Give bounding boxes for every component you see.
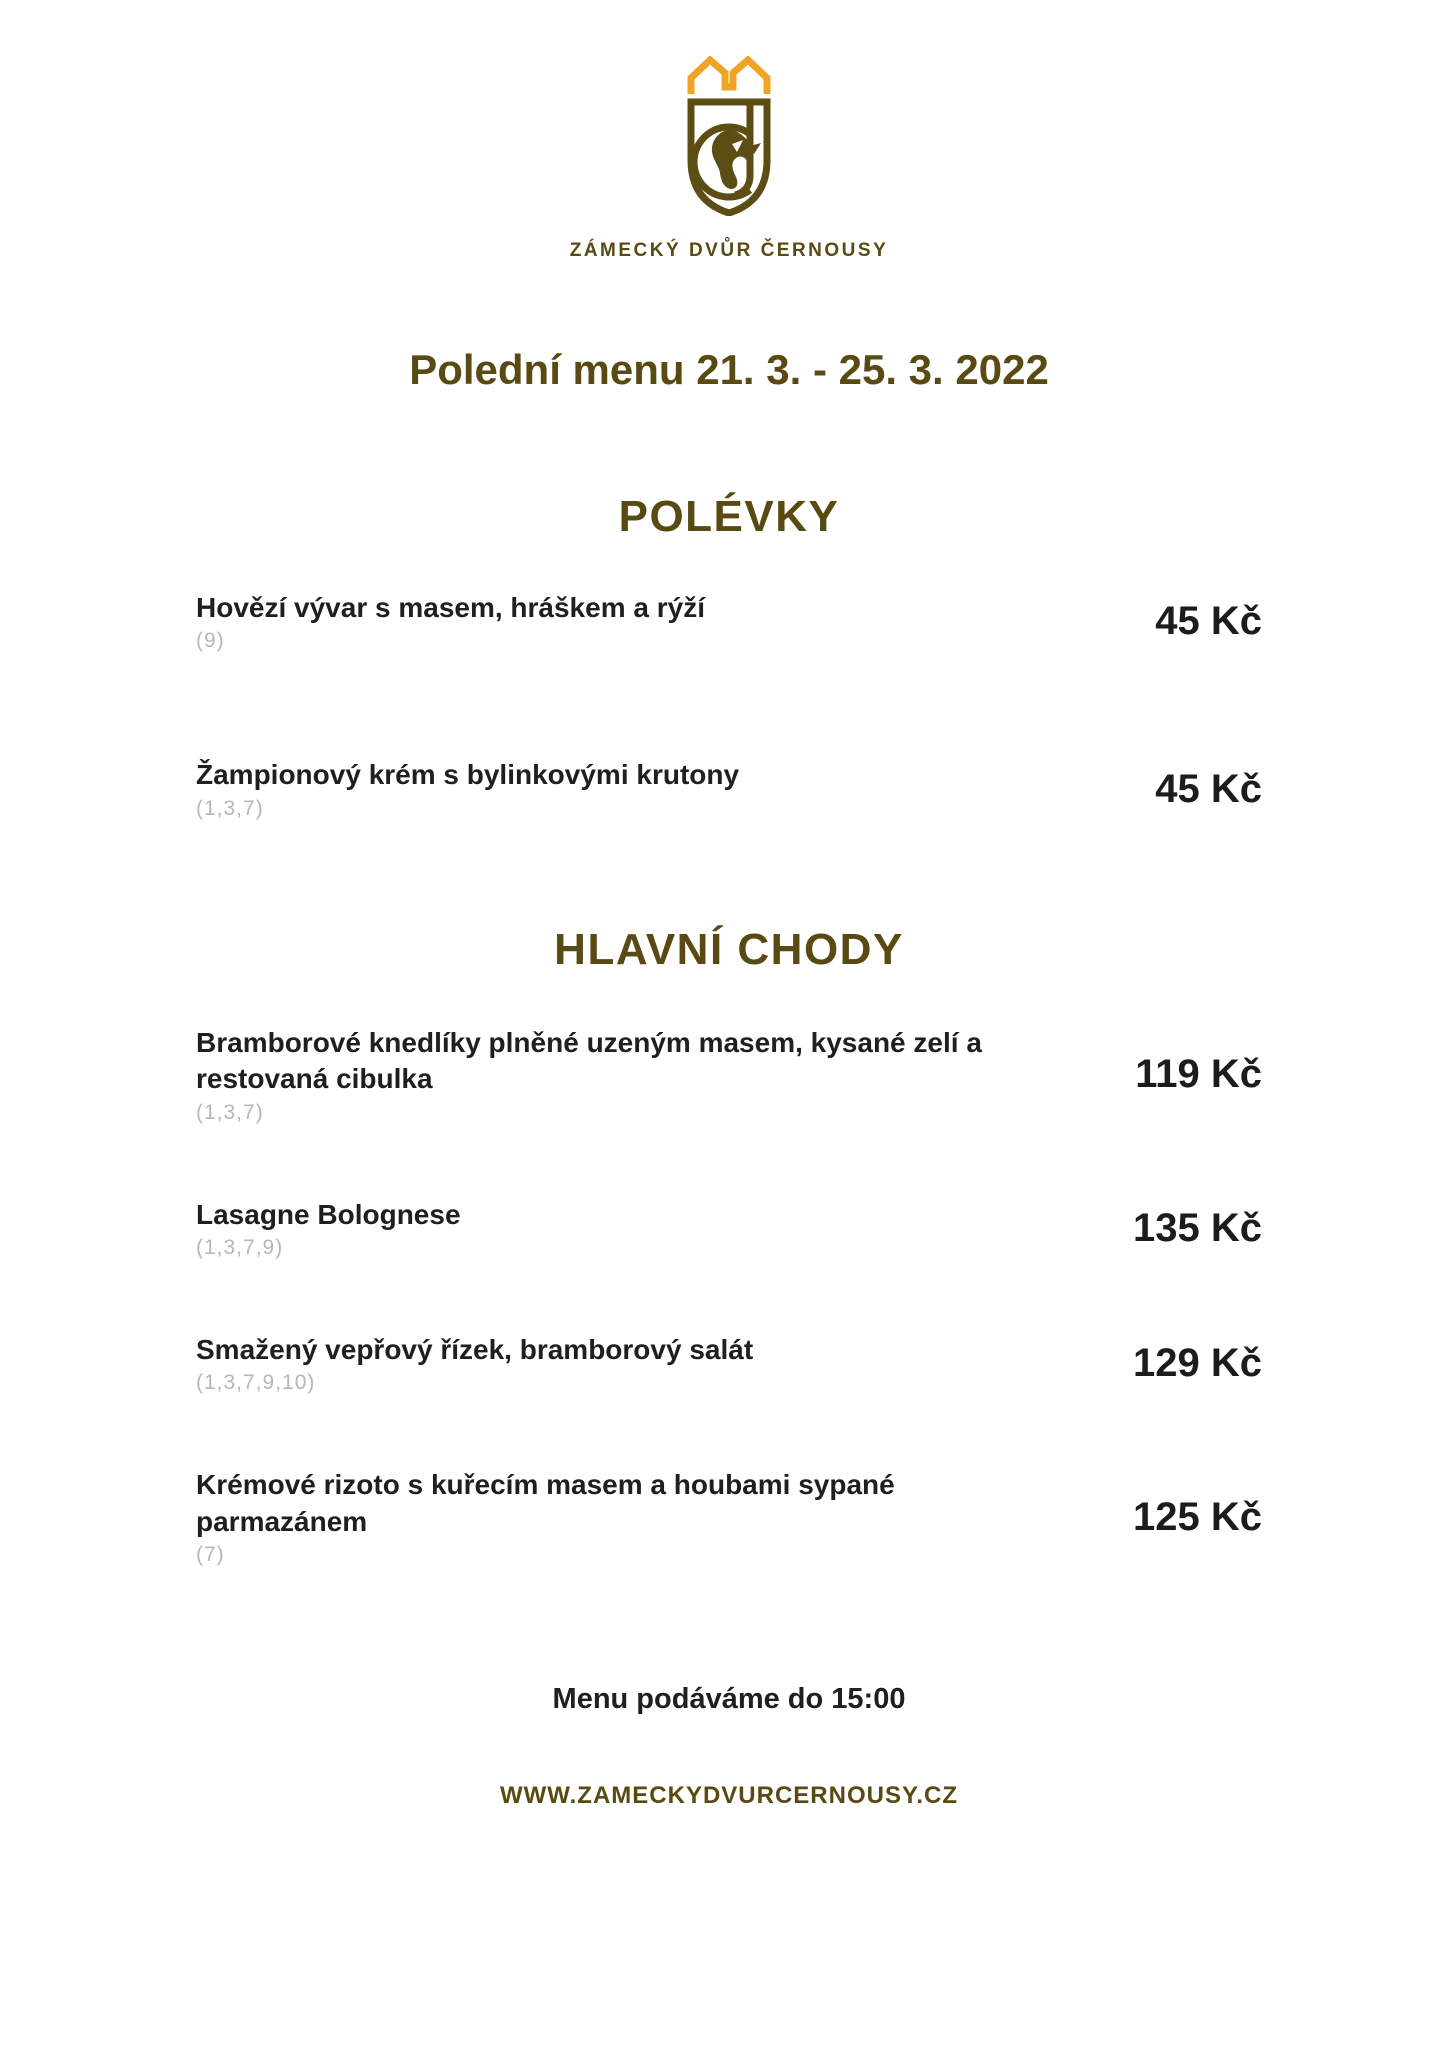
item-allergens: (1,3,7,9,10) <box>196 1371 316 1395</box>
menu-item <box>196 757 1262 820</box>
item-info <box>196 1025 1046 1125</box>
item-allergens: (1,3,7,9) <box>196 1235 284 1259</box>
item-info <box>196 1332 753 1395</box>
website-url: WWW.ZAMECKYDVURCERNOUSY.CZ <box>500 1782 958 1810</box>
item-price: 45 Kč <box>1155 599 1262 644</box>
item-price: 119 Kč <box>1135 1052 1262 1097</box>
item-price: 125 Kč <box>1133 1494 1262 1539</box>
item-info <box>196 1467 1046 1567</box>
serving-note: Menu podáváme do 15:00 <box>552 1683 906 1716</box>
item-allergens: (7) <box>196 1543 225 1567</box>
restaurant-logo <box>677 56 781 216</box>
item-name: Lasagne Bolognese <box>196 1198 461 1230</box>
section-main-courses <box>196 925 1262 1567</box>
item-price: 135 Kč <box>1133 1205 1262 1250</box>
item-info <box>196 590 705 653</box>
horse-head-icon <box>694 102 761 197</box>
item-info <box>196 1197 461 1260</box>
item-allergens: (9) <box>196 629 225 653</box>
item-name: Žampionový krém s bylinkovými krutony <box>196 759 740 791</box>
item-name: Hovězí vývar s masem, hráškem a rýží <box>196 592 705 623</box>
item-name: Smažený vepřový řízek, bramborový salát <box>196 1333 754 1365</box>
section-heading-main-courses: HLAVNÍ CHODY <box>554 924 904 974</box>
item-price: 45 Kč <box>1155 766 1262 811</box>
item-name: Krémové rizoto s kuřecím masem a houbami sypané parmazánem <box>196 1469 895 1537</box>
item-allergens: (1,3,7) <box>196 1100 264 1124</box>
section-soups <box>196 492 1262 821</box>
menu-title: Polední menu 21. 3. - 25. 3. 2022 <box>409 346 1049 393</box>
brand-header <box>196 0 1262 262</box>
item-name: Bramborové knedlíky plněné uzeným masem, kysané zelí a restovaná cibulka <box>196 1026 982 1095</box>
item-allergens: (1,3,7) <box>196 796 264 820</box>
menu-item <box>196 1467 1262 1567</box>
item-price: 129 Kč <box>1133 1341 1262 1386</box>
menu-item <box>196 1197 1262 1260</box>
crown-icon <box>691 60 767 94</box>
menu-item <box>196 1332 1262 1395</box>
item-info <box>196 757 739 820</box>
section-heading-soups: POLÉVKY <box>618 492 840 541</box>
brand-name: ZÁMECKÝ DVŮR ČERNOUSY <box>569 240 889 261</box>
menu-footer <box>196 1683 1262 1810</box>
menu-item <box>196 590 1262 653</box>
menu-item <box>196 1025 1262 1125</box>
